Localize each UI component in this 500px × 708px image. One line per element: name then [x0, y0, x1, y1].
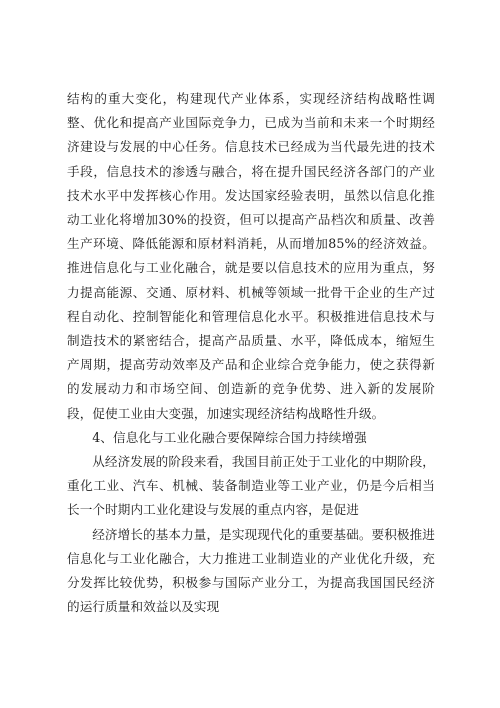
paragraph-4: 经济增长的基本力量，是实现现代化的重要基础。要积极推进信息化与工业化融合，大力推进工业制造业的产业优化升级，充分发挥比较优势，积极参与国际产业分工，为提高我国国民经济的运行质量和效益以及实现: [67, 526, 435, 615]
section-heading-4: 4、信息化与工业化融合要保障综合国力持续增强: [92, 429, 367, 445]
document-page: [67, 87, 435, 619]
paragraph-3: 从经济发展的阶段来看，我国目前正处于工业化的中期阶段，重化工业、汽车、机械、装备制造业等工业产业，仍是今后相当长一个时期内工业化建设与发展的重点内容，是促进: [67, 454, 435, 518]
paragraph-1: 结构的重大变化，构建现代产业体系，实现经济结构战略性调整、优化和提高产业国际竞争力，已成为当前和未来一个时期经济建设与发展的中心任务。信息技术已经成为当代最先进的技术手段，信息技术的渗透与融合，将在提升国民经济各部门的产业技术水平中发挥核心作用。发达国家经验表明，虽然以信息化推动工业化将增加30%的投资，但可以提高产品档次和质量、改善生产环境、降低能源和原材料消耗，从而增加85%的经济效益。推进信息化与工业化融合，就是要以信息技术的应用为重点，努力提高能源、交通、原材料、机械等领域一批骨干企业的生产过程自动化、控制智能化和管理信息化水平。积极推进信息技术与制造技术的紧密结合，提高产品质量、水平，降低成本，缩短生产周期，提高劳动效率及产品和企业综合竞争能力，使之获得新的发展动力和市场空间、创造新的竞争优势、进入新的发展阶段，促使工业由大变强，加速实现经济结构战略性升级。: [67, 91, 435, 421]
